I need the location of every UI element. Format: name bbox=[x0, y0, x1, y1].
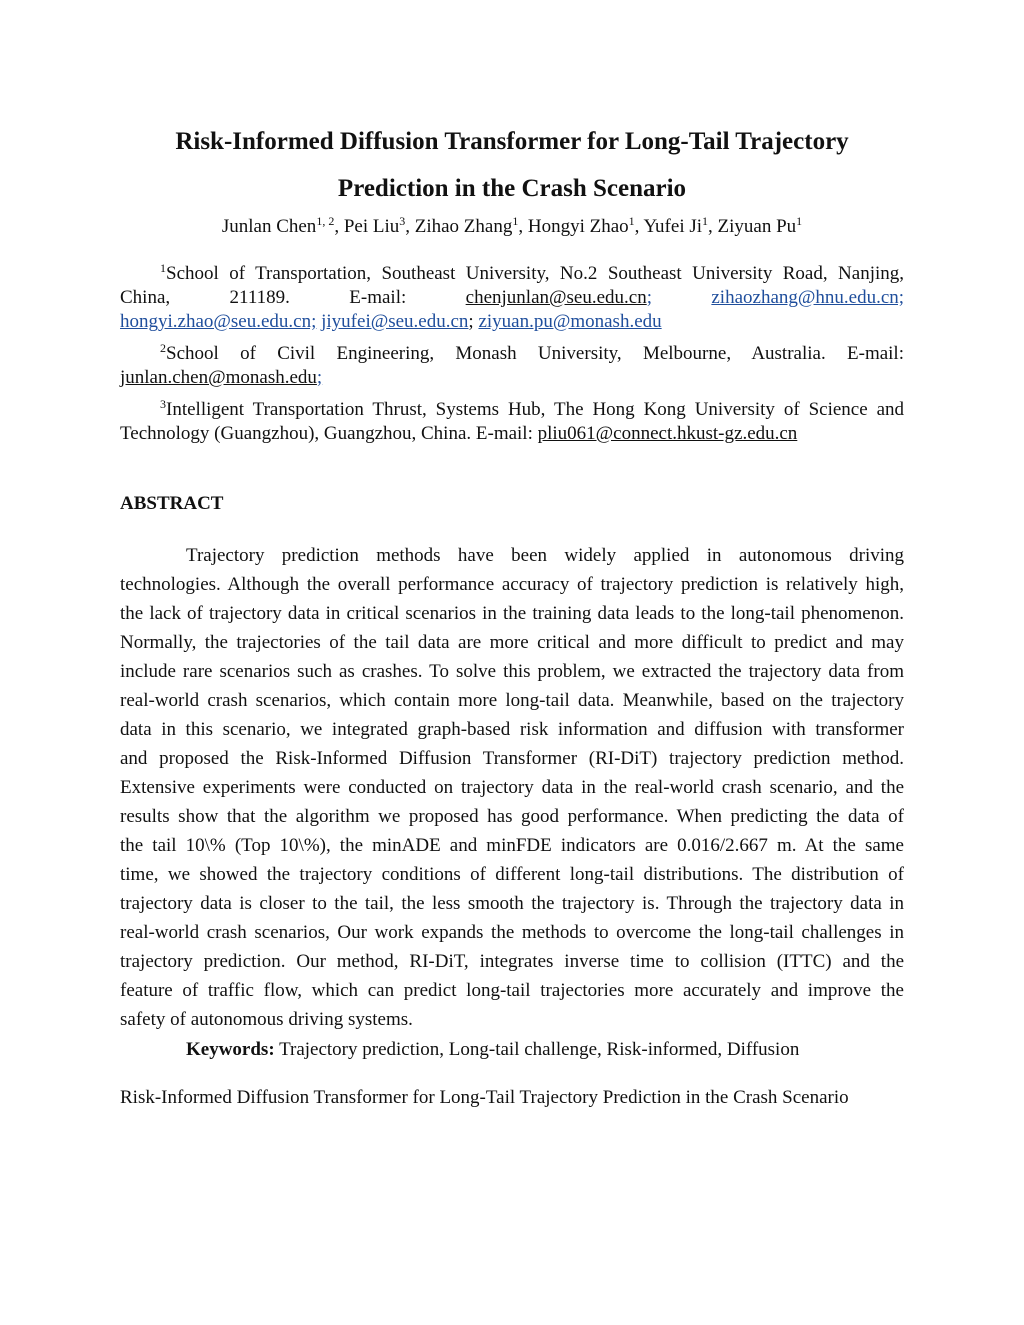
affiliation-2 bbox=[120, 342, 904, 390]
abstract-line: real-world crash scenarios, which contain more long-tail data. Meanwhile, based on the trajectory bbox=[120, 690, 904, 711]
abstract-line: Trajectory prediction methods have been widely applied in autonomous driving bbox=[186, 545, 904, 566]
affiliation-3-line-2: Technology (Guangzhou), Guangzhou, China. E-mail: pliu061@connect.hkust-gz.edu.cn bbox=[120, 423, 798, 444]
affiliation-3-line-1: $^3$Intelligent Transportation Thrust, Systems Hub, The Hong Kong University of Science and bbox=[160, 397, 904, 420]
email-link[interactable]: chenjunlan@seu.edu.cn bbox=[465, 287, 647, 308]
running-title: Risk-Informed Diffusion Transformer for Long-Tail Trajectory Prediction in the Crash Scenario bbox=[120, 1087, 849, 1108]
abstract-line: the lack of trajectory data in critical scenarios in the training data leads to the long-tail phenomenon. bbox=[120, 603, 904, 624]
title-line-1: Risk-Informed Diffusion Transformer for Long-Tail Trajectory bbox=[175, 128, 849, 155]
abstract-line: trajectory prediction. Our method, RI-DiT, integrates inverse time to collision (ITTC) and the bbox=[120, 951, 904, 972]
abstract-line: the tail 10\% (Top 10\%), the minADE and minFDE indicators are 0.016/2.667 m. At the same bbox=[120, 835, 904, 856]
email-separator: ; bbox=[646, 287, 652, 308]
keywords-text: Trajectory prediction, Long-tail challenge, Risk-informed, Diffusion bbox=[274, 1039, 800, 1060]
abstract-line: and proposed the Risk-Informed Diffusion Transformer (RI-DiT) trajectory prediction method. bbox=[120, 748, 904, 769]
email-link[interactable]: junlan.chen@monash.edu bbox=[120, 367, 317, 388]
email-separator: ; bbox=[316, 367, 323, 388]
author-name: Yufei Ji bbox=[643, 216, 703, 237]
author-affiliation-mark: 1, 2 bbox=[316, 214, 335, 228]
affiliation-mark: 3 bbox=[160, 397, 166, 411]
title-line-2: Prediction in the Crash Scenario bbox=[337, 175, 687, 202]
affiliation-mark: 2 bbox=[160, 341, 166, 355]
affiliation-2-line-1: $^2$School of Civil Engineering, Monash University, Melbourne, Australia. E-mail: bbox=[160, 341, 904, 364]
author-name: Junlan Chen bbox=[221, 216, 317, 237]
abstract-line: Extensive experiments were conducted on trajectory data in the real-world crash scenario, and the bbox=[120, 777, 904, 798]
affiliation-3 bbox=[120, 398, 904, 446]
abstract-line: time, we showed the trajectory conditions of different long-tail distributions. The distribution of bbox=[120, 864, 904, 885]
paper-title bbox=[120, 118, 904, 212]
keywords-label: Keywords: bbox=[186, 1039, 275, 1060]
author-affiliation-mark: 3 bbox=[399, 214, 406, 228]
abstract-line: technologies. Although the overall performance accuracy of trajectory prediction is relatively high, bbox=[120, 574, 904, 595]
author-name: Ziyuan Pu bbox=[717, 216, 797, 237]
affiliation-1 bbox=[120, 262, 904, 334]
affiliation-2-line-2 bbox=[120, 366, 904, 390]
email-link[interactable]: pliu061@connect.hkust-gz.edu.cn bbox=[537, 423, 798, 444]
abstract-line: include rare scenarios such as crashes. To solve this problem, we extracted the trajectory data from bbox=[120, 661, 904, 682]
abstract-line: results show that the algorithm we proposed has good performance. When predicting the data of bbox=[120, 806, 904, 827]
abstract-line: data in this scenario, we integrated graph-based risk information and diffusion with transformer bbox=[120, 719, 904, 740]
email-link[interactable]: hongyi.zhao@seu.edu.cn; bbox=[120, 311, 317, 332]
author-list: Junlan Chen$^{1, 2}$, Pei Liu$^3$, Zihao Zhang$^1$, Hongyi Zhao$^1$, Yufei Ji$^1$, Ziyuan Pu$^1$ bbox=[221, 214, 803, 237]
affiliation-1-line-3: hongyi.zhao@seu.edu.cn; jiyufei@seu.edu.cn; ziyuan.pu@monash.edu bbox=[120, 311, 662, 332]
abstract-line: Normally, the trajectories of the tail data are more critical and more difficult to predict and may bbox=[120, 632, 904, 653]
abstract-line: real-world crash scenarios, Our work expands the methods to overcome the long-tail challenges in bbox=[120, 922, 904, 943]
author-name: Zihao Zhang bbox=[414, 216, 513, 237]
author-affiliation-mark: 1 bbox=[796, 214, 803, 228]
author-name: Hongyi Zhao bbox=[527, 216, 629, 237]
abstract-line: feature of traffic flow, which can predict long-tail trajectories more accurately and improve the bbox=[120, 980, 904, 1001]
keywords bbox=[186, 1035, 799, 1064]
email-link[interactable]: zihaozhang@hnu.edu.cn; bbox=[711, 287, 905, 308]
affiliation-1-line-2: China, 211189. E-mail: chenjunlan@seu.edu.cn; zihaozhang@hnu.edu.cn; bbox=[120, 287, 905, 308]
author-affiliation-mark: 1 bbox=[702, 214, 709, 228]
author-affiliation-mark: 1 bbox=[512, 214, 519, 228]
email-link[interactable]: ziyuan.pu@monash.edu bbox=[478, 311, 662, 332]
abstract-line: trajectory data is closer to the tail, the less smooth the trajectory is. Through the trajectory data in bbox=[120, 893, 904, 914]
affiliation-mark: 1 bbox=[160, 261, 166, 275]
affiliation-1-line-1: $^1$School of Transportation, Southeast University, No.2 Southeast University Road, Nanjing, bbox=[160, 261, 904, 284]
abstract-line: safety of autonomous driving systems. bbox=[120, 1009, 413, 1030]
author-name: Pei Liu bbox=[343, 216, 400, 237]
author-affiliation-mark: 1 bbox=[628, 214, 635, 228]
email-link[interactable]: jiyufei@seu.edu.cn bbox=[321, 311, 469, 332]
abstract-body bbox=[120, 541, 904, 1034]
abstract-heading: ABSTRACT bbox=[120, 493, 224, 514]
